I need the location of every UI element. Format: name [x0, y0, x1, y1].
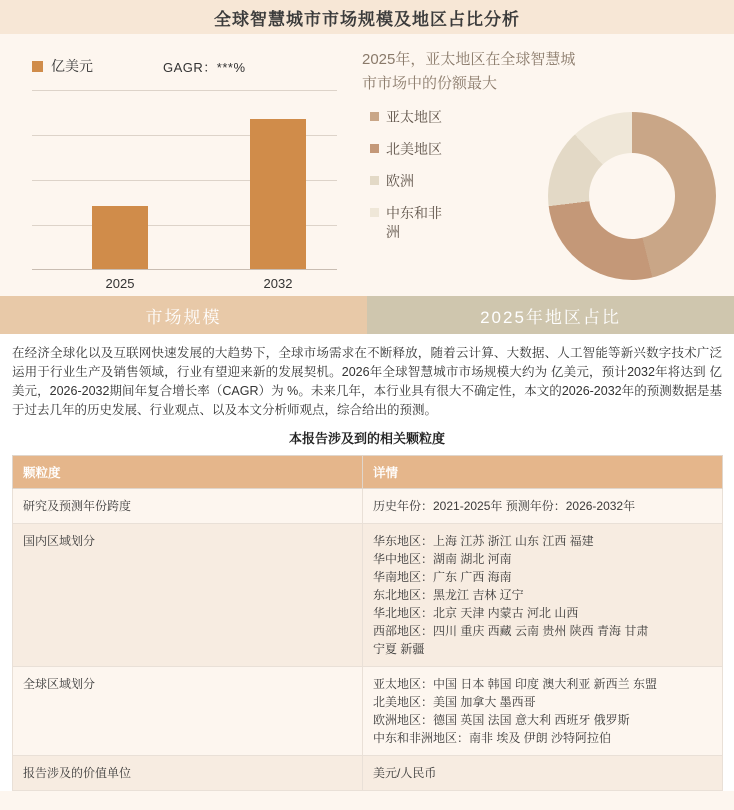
row-detail — [363, 489, 723, 524]
detail-line: 欧洲地区：德国 英国 法国 意大利 西班牙 俄罗斯 — [373, 713, 630, 727]
bar-chart-legend — [32, 56, 352, 76]
legend-swatch-icon — [370, 112, 379, 121]
table-title: 本报告涉及到的相关颗粒度 — [288, 431, 445, 446]
row-detail — [363, 524, 723, 667]
gridline — [32, 90, 337, 91]
table-row — [13, 756, 723, 791]
table-header-row — [13, 456, 723, 489]
legend-swatch-icon — [32, 61, 43, 72]
legend-item-asia-pacific — [370, 108, 446, 127]
band-market-size: 市场规模 — [0, 296, 367, 334]
section-bands — [0, 296, 734, 334]
table-row — [13, 667, 723, 756]
bar-chart-x-axis — [32, 276, 337, 296]
table-row — [13, 489, 723, 524]
detail-line: 历史年份：2021-2025年 预测年份：2026-2032年 — [373, 499, 636, 513]
x-axis-line — [32, 269, 337, 270]
legend-label: 亚太地区 — [386, 109, 442, 125]
summary-paragraph: 在经济全球化以及互联网快速发展的大趋势下，全球市场需求在不断释放，随着云计算、大数据、人工智能等新兴数字技术广泛运用于行业生产及销售领域，行业有望迎来新的发展契机。2026年全球智慧城市市场规模大约为 亿美元，预计2032年将达到 亿美元，2026-2032期间年复合增长率（CAGR）为 %。未来几年，本行业具有很大不确定性，本文的2026-2032年的预测数据是基于过去几年的历史发展、行业观点、以及本文分析师观点，综合给出的预测。 — [12, 346, 722, 417]
legend-label: 中东和非洲 — [386, 205, 442, 240]
legend-label: 欧洲 — [386, 173, 414, 189]
row-label: 报告涉及的价值单位 — [13, 756, 363, 791]
detail-line: 北美地区：美国 加拿大 墨西哥 — [373, 695, 536, 709]
row-label: 全球区域划分 — [13, 667, 363, 756]
bar-2025 — [92, 206, 148, 269]
x-tick-label: 2025 — [105, 276, 135, 291]
donut-hole — [589, 153, 675, 239]
donut-legend — [370, 108, 446, 255]
bar-chart-plot — [32, 90, 337, 270]
donut-chart-panel — [352, 34, 734, 296]
bar-chart-panel — [0, 34, 352, 296]
page-title-bar — [0, 0, 734, 34]
table-header-granularity: 颗粒度 — [13, 456, 363, 489]
page-title: 全球智慧城市市场规模及地区占比分析 — [214, 9, 520, 29]
row-detail — [363, 756, 723, 791]
legend-item-mea — [370, 204, 446, 242]
detail-line: 宁夏 新疆 — [373, 642, 425, 656]
table-row — [13, 524, 723, 667]
granularity-table — [12, 455, 723, 791]
row-label: 国内区域划分 — [13, 524, 363, 667]
bar-2032 — [250, 119, 306, 269]
band-region-share: 2025年地区占比 — [367, 296, 734, 334]
row-detail — [363, 667, 723, 756]
report-body — [0, 334, 734, 791]
legend-item-north-america — [370, 140, 446, 159]
detail-line: 美元/人民币 — [373, 766, 437, 780]
detail-line: 华东地区：上海 江苏 浙江 山东 江西 福建 — [373, 534, 594, 548]
detail-line: 东北地区：黑龙江 吉林 辽宁 — [373, 588, 524, 602]
detail-line: 西部地区：四川 重庆 西藏 云南 贵州 陕西 青海 甘肃 — [373, 624, 649, 638]
cagr-annotation: GAGR：***% — [163, 59, 246, 75]
detail-line: 亚太地区：中国 日本 韩国 印度 澳大利亚 新西兰 东盟 — [373, 677, 658, 691]
donut-headline: 2025年，亚太地区在全球智慧城市市场中的份额最大 — [362, 51, 576, 92]
legend-item-europe — [370, 172, 446, 191]
donut-chart — [548, 112, 716, 280]
detail-line: 华中地区：湖南 湖北 河南 — [373, 552, 512, 566]
top-charts-section — [0, 34, 734, 296]
bar-series-label: 亿美元 — [51, 58, 93, 74]
legend-swatch-icon — [370, 144, 379, 153]
table-header-detail: 详情 — [363, 456, 723, 489]
legend-swatch-icon — [370, 176, 379, 185]
x-tick-label: 2032 — [263, 276, 293, 291]
detail-line: 中东和非洲地区：南非 埃及 伊朗 沙特阿拉伯 — [373, 731, 612, 745]
detail-line: 华北地区：北京 天津 内蒙古 河北 山西 — [373, 606, 579, 620]
row-label: 研究及预测年份跨度 — [13, 489, 363, 524]
legend-swatch-icon — [370, 208, 379, 217]
legend-label: 北美地区 — [386, 141, 442, 157]
detail-line: 华南地区：广东 广西 海南 — [373, 570, 512, 584]
